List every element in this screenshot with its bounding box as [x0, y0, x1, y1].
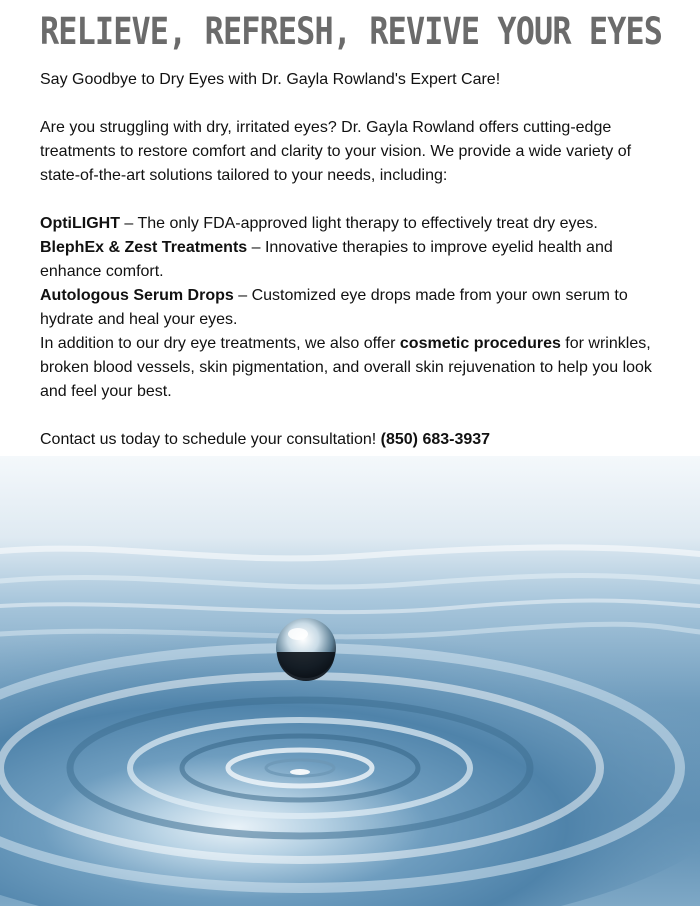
spacer — [40, 188, 668, 212]
spacer — [40, 92, 668, 116]
tagline: Say Goodbye to Dry Eyes with Dr. Gayla Rowland's Expert Care! — [40, 71, 501, 88]
cosmetic-after: for wrinkles, broken blood vessels, skin pigmentation, and overall skin rejuvenation to help you look and feel your best. — [40, 335, 652, 400]
contact-text: Contact us today to schedule your consultation! — [40, 431, 381, 448]
treatment-item-serum-drops — [40, 284, 668, 332]
cosmetic-paragraph — [40, 332, 668, 404]
drop-reflection — [290, 769, 310, 775]
treatment-item-blephex — [40, 236, 668, 284]
treatment-description: – The only FDA-approved light therapy to effectively treat dry eyes. — [119, 215, 598, 232]
treatment-name: BlephEx & Zest Treatments — [40, 239, 248, 256]
treatment-description: – Innovative therapies to improve eyelid health and enhance comfort. — [40, 239, 613, 280]
spacer — [40, 404, 668, 428]
water-drop-image — [0, 456, 700, 906]
contact-phone[interactable]: (850) 683-3937 — [380, 431, 491, 448]
treatment-name: Autologous Serum Drops — [40, 287, 234, 304]
water-drop — [276, 618, 336, 681]
contact-line — [40, 428, 668, 452]
treatment-name: OptiLIGHT — [40, 215, 120, 232]
treatment-description: – Customized eye drops made from your own serum to hydrate and heal your eyes. — [40, 287, 628, 328]
body-content — [40, 68, 668, 452]
treatment-item-optilight — [40, 212, 668, 236]
intro-paragraph: Are you struggling with dry, irritated eyes? Dr. Gayla Rowland offers cutting-edge treatments to restore comfort and clarity to your vision. We provide a wide variety of state-of-the-art solutions tailored to your needs, including: — [40, 119, 632, 184]
cosmetic-highlight: cosmetic procedures — [399, 335, 561, 352]
cosmetic-before: In addition to our dry eye treatments, we also offer — [40, 335, 400, 352]
page-headline: RELIEVE, REFRESH, REVIVE YOUR EYES — [40, 10, 663, 53]
water-drop-illustration — [0, 456, 700, 906]
